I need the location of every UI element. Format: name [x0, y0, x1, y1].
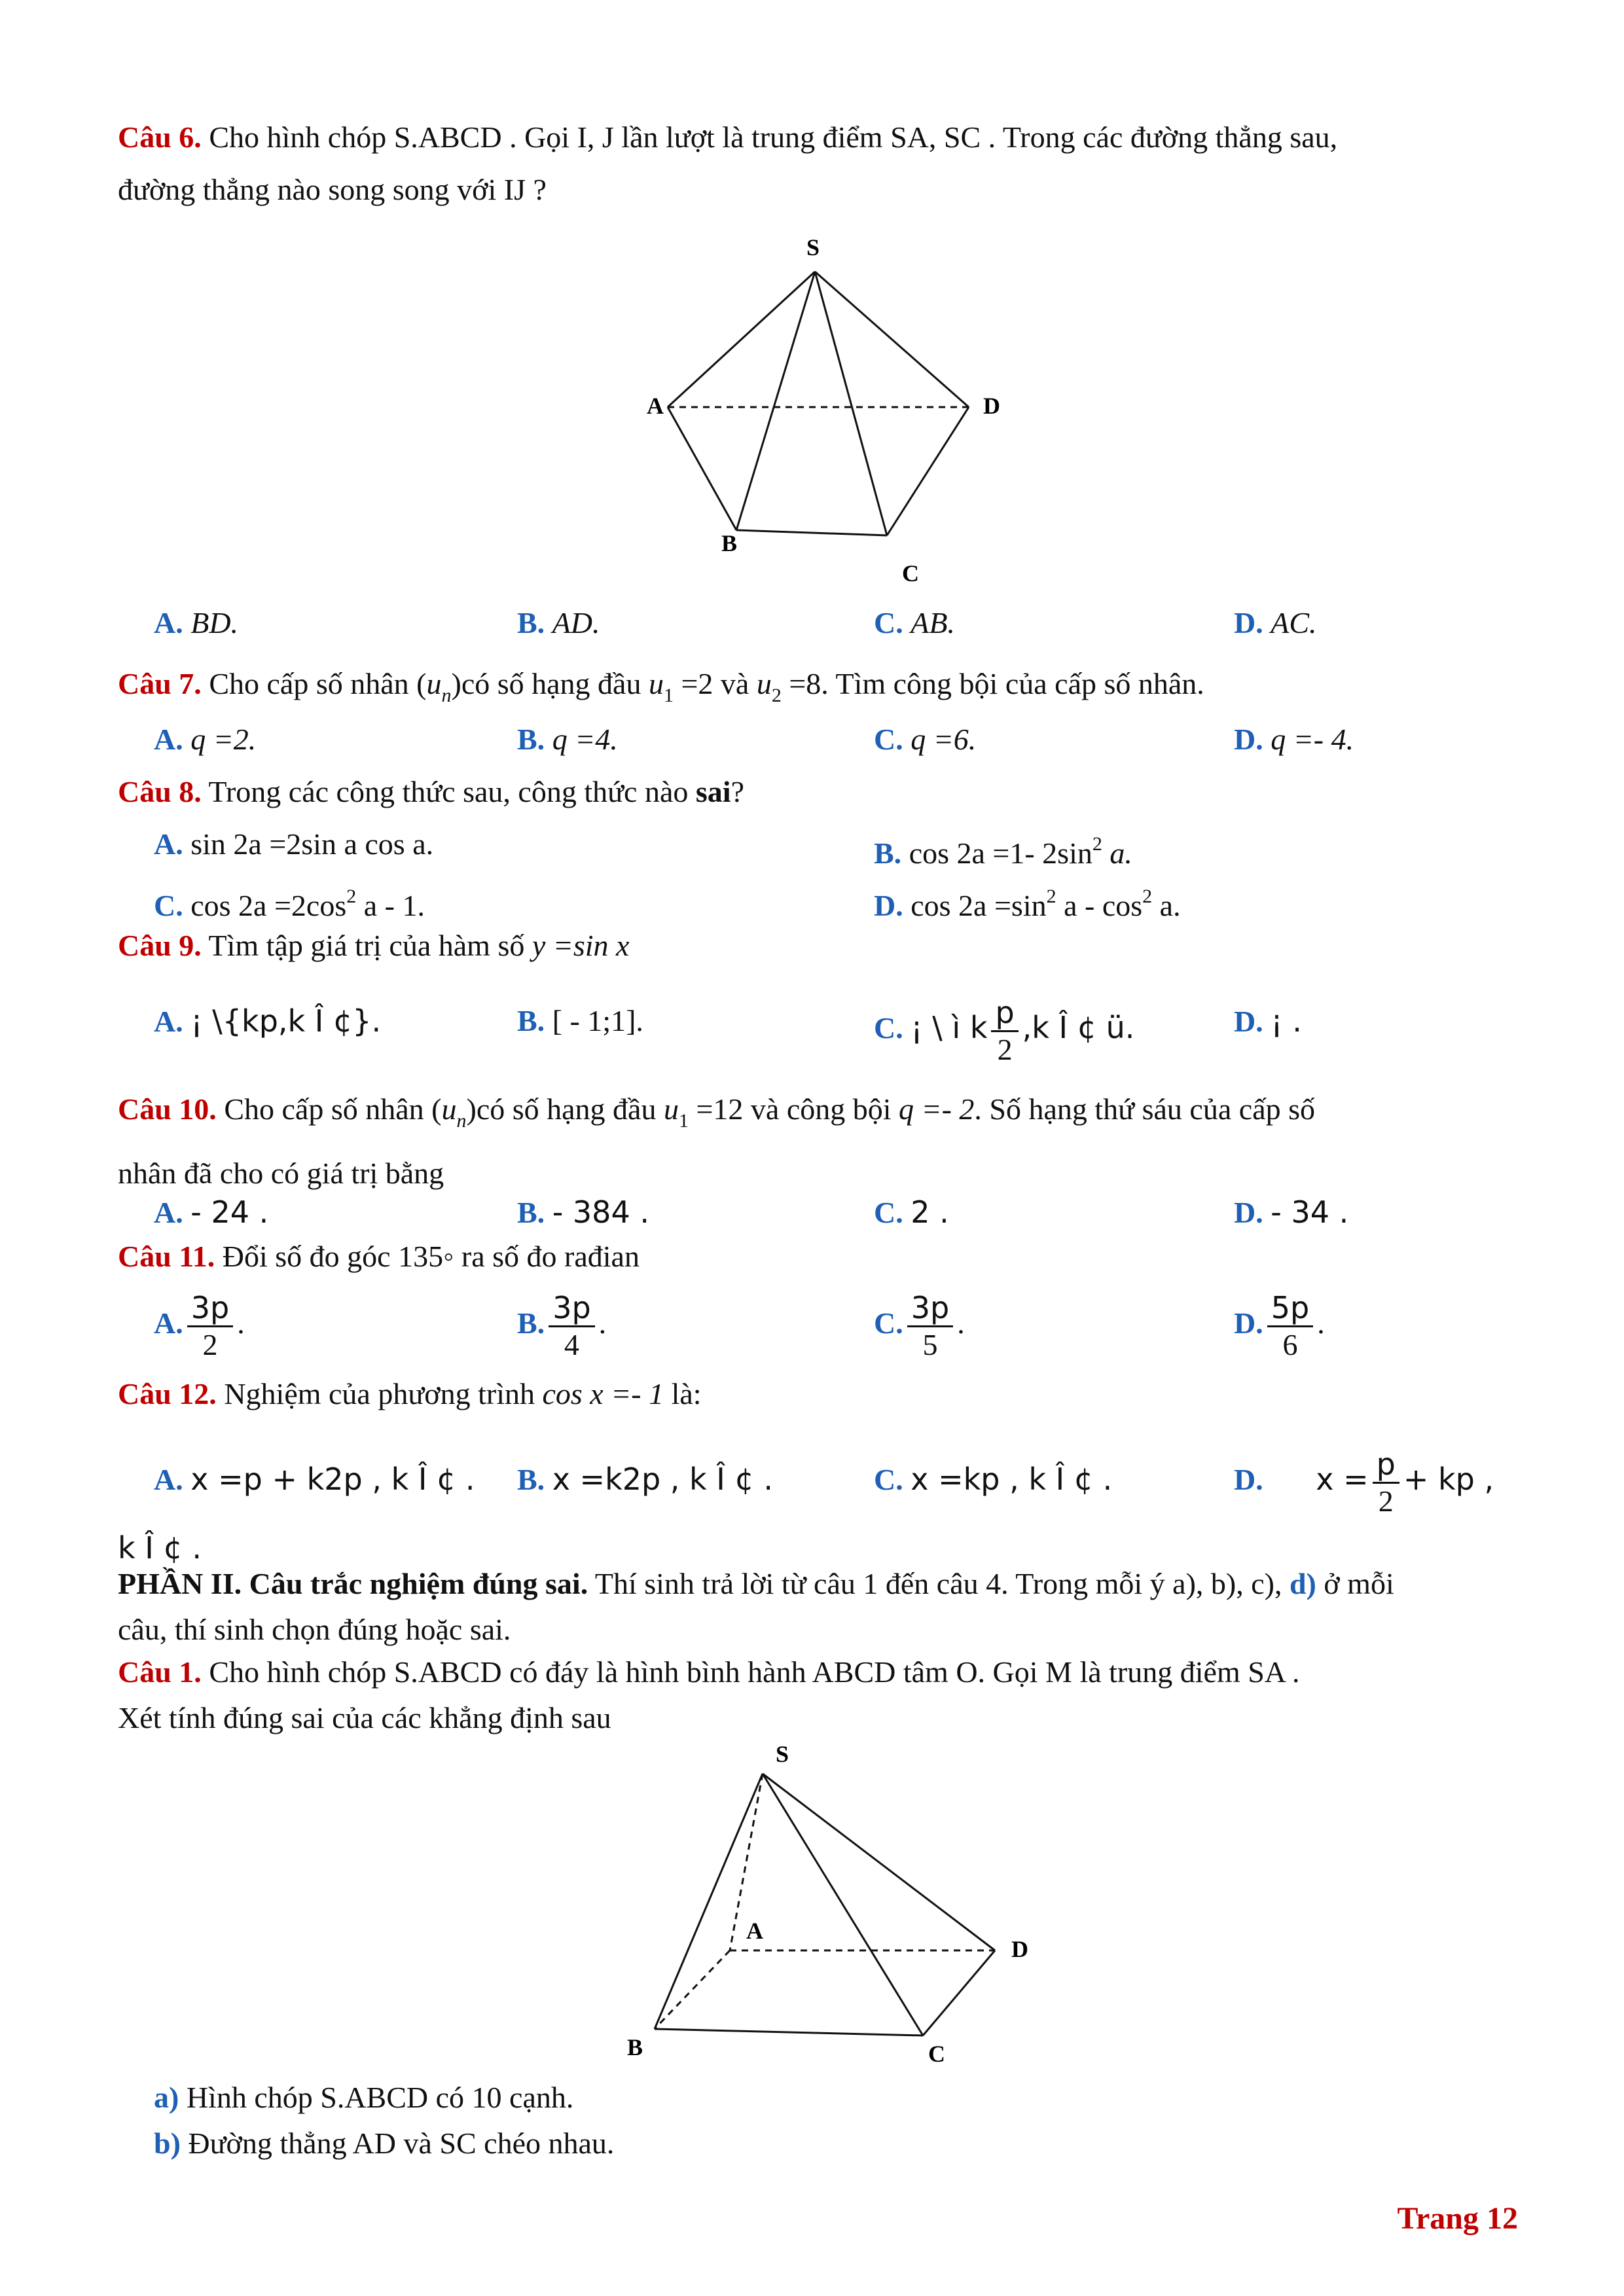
- vertex-b-label: B: [627, 2034, 643, 2060]
- question-8: Câu 8. Trong các công thức sau, công thức nào sai?: [118, 775, 744, 808]
- option-b[interactable]: B. x =k2p , k Î ¢ .: [517, 1462, 774, 1497]
- statement-b[interactable]: b) Đường thẳng AD và SC chéo nhau.: [154, 2126, 615, 2160]
- option-c[interactable]: C. $\frac{3p}{5}$ .: [874, 1289, 965, 1361]
- question-12-wrap: k Î ¢ .: [118, 1530, 202, 1566]
- option-d[interactable]: D. x = $\frac{p}{2}$ + kp ,: [1234, 1446, 1494, 1518]
- vertex-a-label: A: [647, 393, 664, 419]
- option-c[interactable]: C. ¡ \ ì k $\frac{p}{2}$ ,k Î ¢ ü.: [874, 995, 1135, 1066]
- question-label: Câu 1.: [118, 1655, 202, 1689]
- question-label: Câu 8.: [118, 775, 202, 808]
- option-d[interactable]: D. - 34 .: [1234, 1194, 1349, 1230]
- option-c[interactable]: C. q =6.: [874, 723, 977, 756]
- page-number: Trang 12: [1397, 2201, 1518, 2236]
- pyramid-figure-1: [615, 236, 1034, 589]
- part-2-heading: PHẦN II. Câu trắc nghiệm đúng sai.: [118, 1567, 588, 1600]
- question-label: Câu 9.: [118, 929, 202, 962]
- question-11-options: [118, 1284, 1525, 1363]
- option-a[interactable]: A. q =2.: [154, 723, 257, 756]
- option-c[interactable]: C. 2 .: [874, 1194, 949, 1230]
- option-b[interactable]: B. - 384 .: [517, 1194, 649, 1230]
- question-label: Câu 12.: [118, 1377, 217, 1410]
- vertex-d-label: D: [983, 393, 1000, 419]
- question-label: Câu 7.: [118, 667, 202, 700]
- option-a[interactable]: A. $\frac{3p}{2}$ .: [154, 1289, 245, 1361]
- statement-a[interactable]: a) Hình chóp S.ABCD có 10 cạnh.: [154, 2081, 574, 2114]
- option-a[interactable]: A. - 24 .: [154, 1194, 269, 1230]
- option-a[interactable]: A. sin 2a =2sin a cos a.: [154, 827, 434, 861]
- vertex-c-label: C: [928, 2041, 945, 2067]
- question-text: Trong các công thức sau, công thức nào: [208, 775, 689, 808]
- option-c[interactable]: C. x =kp , k Î ¢ .: [874, 1462, 1113, 1497]
- question-11: Câu 11. Đổi số đo góc 135◦ ra số đo rađian: [118, 1240, 640, 1273]
- part-2-intro: PHẦN II. Câu trắc nghiệm đúng sai. Thí sinh trả lời từ câu 1 đến câu 4. Trong mỗi ý a), b), c), d) ở mỗi câu, thí sinh chọn đúng hoặc sai.: [118, 1567, 1394, 1646]
- question-12-options: [118, 1440, 1525, 1518]
- question-8-options-row2: [118, 870, 1525, 923]
- option-b[interactable]: B. [ - 1;1].: [517, 1004, 643, 1037]
- option-a[interactable]: A. BD.: [154, 606, 239, 639]
- option-d[interactable]: D. $\frac{5p}{6}$ .: [1234, 1289, 1325, 1361]
- question-10: Câu 10. Cho cấp số nhân $(u_n)có$ số hạng đầu $u_1 =12$ và công bội q =- 2. Số hạng thứ sáu của cấp số nhân đã cho có giá trị bằng: [118, 1092, 1316, 1190]
- question-6: [118, 111, 1525, 216]
- question-text: Cho cấp số nhân: [209, 667, 409, 700]
- option-d[interactable]: D. $\cos 2a =\sin^2$ a - $\cos^2 a$.: [874, 886, 1181, 922]
- option-d[interactable]: D. q =- 4.: [1234, 723, 1354, 756]
- question-label: Câu 11.: [118, 1240, 215, 1273]
- option-d[interactable]: D. ¡ .: [1234, 1003, 1302, 1039]
- vertex-b-label: B: [721, 530, 738, 556]
- vertex-s-label: S: [776, 1741, 789, 1767]
- vertex-a-label: A: [746, 1918, 763, 1944]
- question-text: Cho hình chóp S.ABCD . Gọi I, J lần lượt là trung điểm SA, SC . Trong các đường thẳng sau,: [209, 120, 1338, 154]
- option-a[interactable]: A. ¡ \{kp,k Î ¢}.: [154, 1003, 382, 1039]
- question-text: Tìm tập giá trị của hàm số: [208, 929, 525, 962]
- question-6-options: [118, 597, 1525, 649]
- option-b[interactable]: B. cos 2a =1- $2\sin^2$ a.: [874, 833, 1132, 870]
- question-8-options-row1: [118, 818, 1525, 870]
- vertex-c-label: C: [902, 560, 919, 586]
- vertex-s-label: S: [806, 236, 820, 260]
- question-7-options: [118, 713, 1525, 766]
- question-9-options: [118, 995, 1525, 1066]
- option-a[interactable]: A. x =p + k2p , k Î ¢ .: [154, 1462, 475, 1497]
- question-7: Câu 7. Cho cấp số nhân $(u_n)có$ số hạng đầu $u_1 =2$ và $u_2 =8$. Tìm công bội của cấp số nhân.: [118, 667, 1204, 706]
- option-b[interactable]: B. AD.: [517, 606, 600, 639]
- question-12: Câu 12. Nghiệm của phương trình cos x =- 1 là:: [118, 1377, 702, 1410]
- question-text: Cho hình chóp S.ABCD có đáy là hình bình hành ABCD tâm O. Gọi M là trung điểm SA .: [209, 1655, 1300, 1689]
- pyramid-figure-2: [609, 1734, 1054, 2068]
- part-2-question-1: Câu 1. Cho hình chóp S.ABCD có đáy là hình bình hành ABCD tâm O. Gọi M là trung điểm SA . Xét tính đúng sai của các khẳng định sau: [118, 1655, 1300, 1734]
- option-b[interactable]: B. q =4.: [517, 723, 618, 756]
- option-c[interactable]: C. AB.: [874, 606, 955, 639]
- option-b[interactable]: B. $\frac{3p}{4}$ .: [517, 1289, 607, 1361]
- question-9: Câu 9. Tìm tập giá trị của hàm số y =sin x: [118, 929, 630, 962]
- vertex-d-label: D: [1011, 1936, 1028, 1962]
- option-d[interactable]: D. AC.: [1234, 606, 1317, 639]
- question-label: Câu 10.: [118, 1092, 217, 1126]
- option-c[interactable]: C. $\cos 2a =2\cos^2$ a - 1.: [154, 886, 425, 922]
- question-label: Câu 6.: [118, 120, 202, 154]
- question-text-line2: đường thẳng nào song song với IJ ?: [118, 173, 547, 206]
